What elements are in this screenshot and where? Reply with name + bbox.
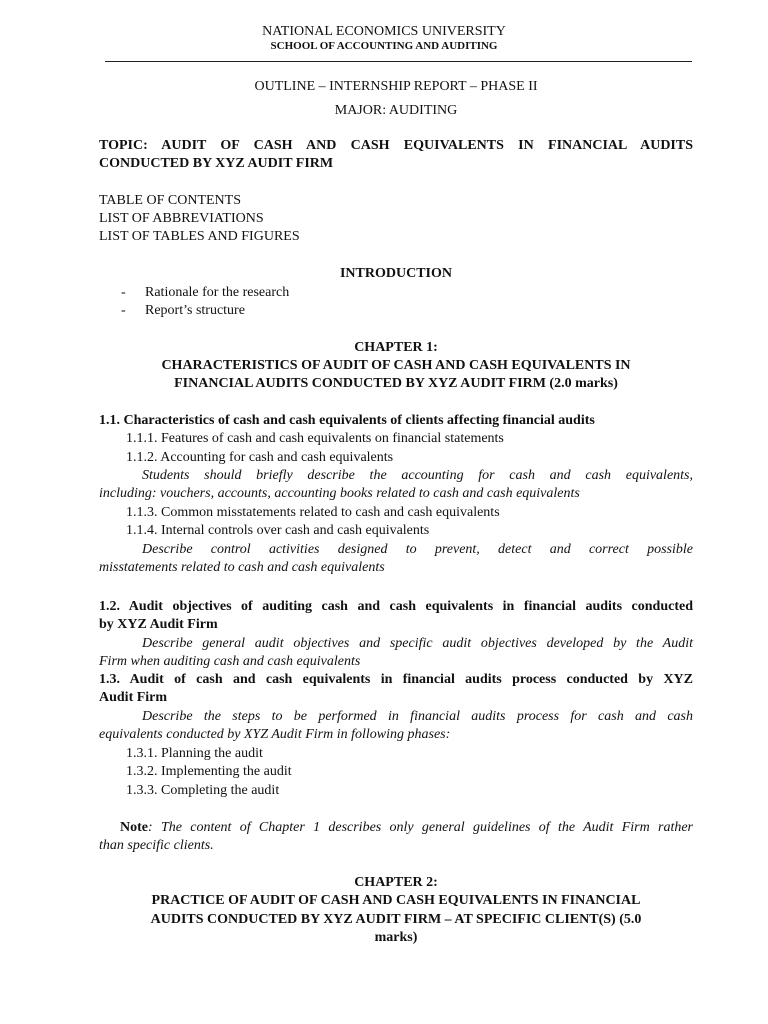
- section-1-1-2: 1.1.2. Accounting for cash and cash equivalents: [126, 450, 394, 465]
- introduction-heading: INTRODUCTION: [339, 266, 452, 281]
- chapter1-title-line-1: CHARACTERISTICS OF AUDIT OF CASH AND CASH EQUIVALENTS IN: [161, 358, 631, 373]
- section-1-3-1: 1.3.1. Planning the audit: [126, 746, 263, 761]
- chapter1-note-line-2: than specific clients.: [99, 838, 214, 853]
- section-1-2-note-line-1: Describe general audit objectives and specific audit objectives developed by the Audit: [142, 636, 693, 651]
- chapter1-label: CHAPTER 1:: [354, 340, 438, 355]
- tables-figures-item: LIST OF TABLES AND FIGURES: [99, 229, 300, 244]
- section-1-1-4-note-line-1: Describe control activities designed to prevent, detect and correct possible: [142, 542, 693, 557]
- section-1-1-3: 1.1.3. Common misstatements related to cash and cash equivalents: [126, 505, 500, 520]
- section-1-1: 1.1. Characteristics of cash and cash equivalents of clients affecting financial audits: [99, 413, 595, 428]
- section-1-3-2: 1.3.2. Implementing the audit: [126, 764, 292, 779]
- section-1-3-line-2: Audit Firm: [99, 690, 168, 705]
- chapter2-title-line-3: marks): [374, 930, 418, 945]
- section-1-1-4-note-line-2: misstatements related to cash and cash equivalents: [99, 560, 385, 575]
- chapter2-label: CHAPTER 2:: [354, 875, 438, 890]
- list-item: - Report’s structure: [121, 303, 245, 318]
- topic-line-2: CONDUCTED BY XYZ AUDIT FIRM: [99, 156, 334, 171]
- section-1-1-1: 1.1.1. Features of cash and cash equivalents on financial statements: [126, 431, 504, 446]
- topic-line-1: TOPIC: AUDIT OF CASH AND CASH EQUIVALENTS IN FINANCIAL AUDITS: [99, 138, 693, 153]
- section-1-1-2-note-line-2: including: vouchers, accounts, accounting books related to cash and cash equivalents: [99, 486, 580, 501]
- section-1-2-line-2: by XYZ Audit Firm: [99, 617, 218, 632]
- university-name: NATIONAL ECONOMICS UNIVERSITY: [262, 24, 506, 39]
- section-1-3-3: 1.3.3. Completing the audit: [126, 783, 280, 798]
- section-1-1-2-note-line-1: Students should briefly describe the accounting for cash and cash equivalents,: [142, 468, 693, 483]
- section-1-2-note-line-2: Firm when auditing cash and cash equivalents: [99, 654, 361, 669]
- outline-title: OUTLINE – INTERNSHIP REPORT – PHASE II: [254, 79, 538, 94]
- section-1-1-4: 1.1.4. Internal controls over cash and cash equivalents: [126, 523, 430, 538]
- chapter1-title-line-2: FINANCIAL AUDITS CONDUCTED BY XYZ AUDIT FIRM (2.0 marks): [174, 376, 618, 391]
- section-1-3-note-line-2: equivalents conducted by XYZ Audit Firm in following phases:: [99, 727, 451, 742]
- school-name: SCHOOL OF ACCOUNTING AND AUDITING: [270, 40, 498, 52]
- chapter2-title-line-2: AUDITS CONDUCTED BY XYZ AUDIT FIRM – AT SPECIFIC CLIENT(S) (5.0: [150, 912, 642, 927]
- section-1-2-line-1: 1.2. Audit objectives of auditing cash and cash equivalents in financial audits conducted: [99, 599, 693, 614]
- chapter1-note-line-1: Note: The content of Chapter 1 describes only general guidelines of the Audit Firm rather: [120, 820, 693, 835]
- section-1-3-line-1: 1.3. Audit of cash and cash equivalents in financial audits process conducted by XYZ: [99, 672, 693, 687]
- chapter2-title-line-1: PRACTICE OF AUDIT OF CASH AND CASH EQUIVALENTS IN FINANCIAL: [151, 893, 641, 908]
- document-header: [0, 24, 768, 53]
- toc-item: TABLE OF CONTENTS: [99, 193, 241, 208]
- list-item: - Rationale for the research: [121, 285, 290, 300]
- section-1-3-note-line-1: Describe the steps to be performed in financial audits process for cash and cash: [142, 709, 693, 724]
- major: MAJOR: AUDITING: [334, 103, 458, 118]
- header-divider: [105, 61, 692, 62]
- abbreviations-item: LIST OF ABBREVIATIONS: [99, 211, 264, 226]
